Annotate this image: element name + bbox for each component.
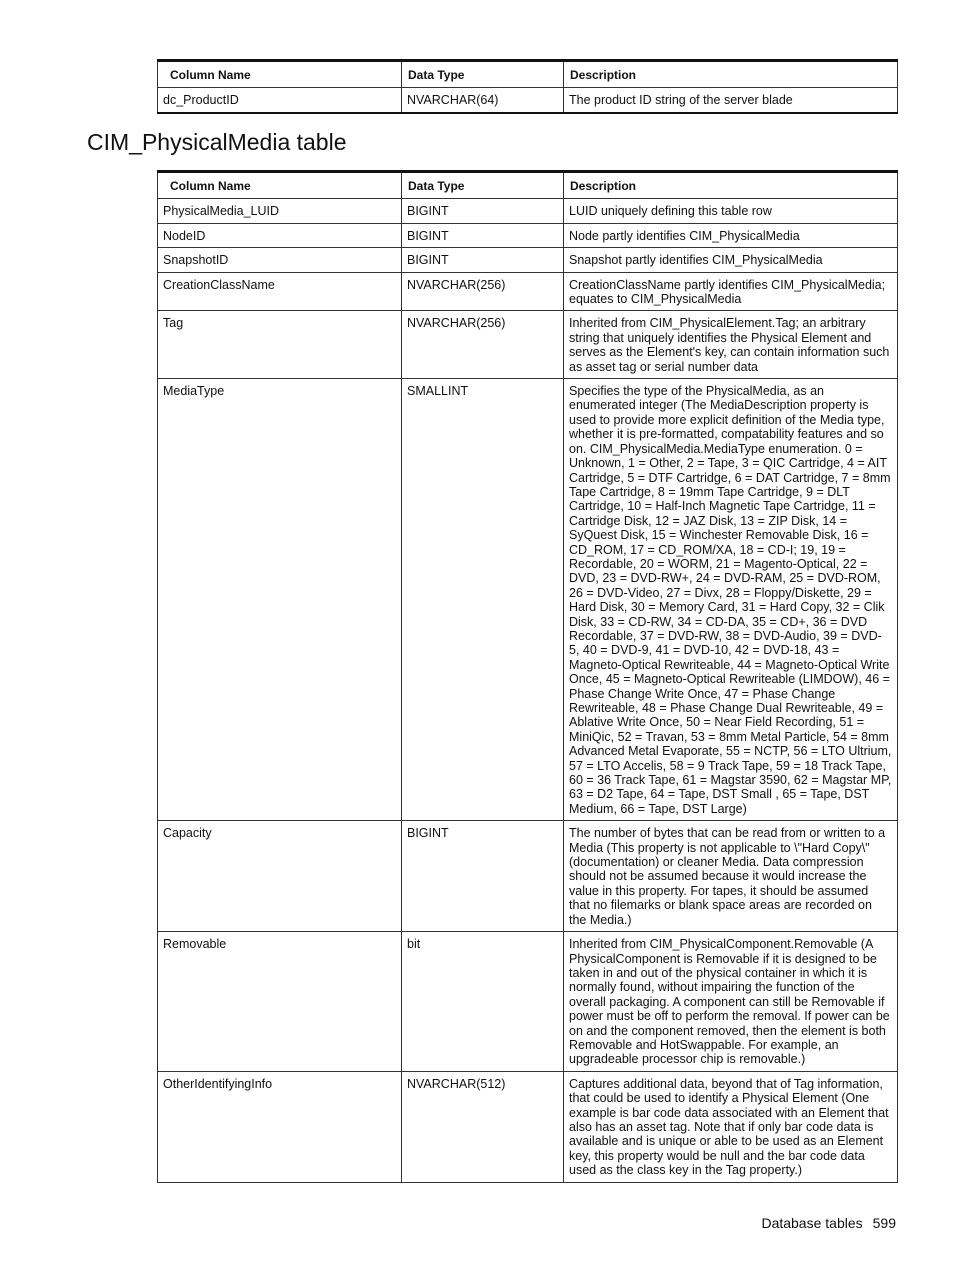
top-table bbox=[157, 59, 898, 114]
column-header: Data Type bbox=[402, 172, 564, 199]
data-type-cell: SMALLINT bbox=[402, 379, 564, 821]
table-row bbox=[158, 248, 898, 272]
table-header-row bbox=[158, 61, 898, 88]
table-row bbox=[158, 88, 898, 113]
column-name-cell: Capacity bbox=[158, 821, 402, 932]
data-type-cell: bit bbox=[402, 932, 564, 1072]
data-type-cell: BIGINT bbox=[402, 223, 564, 247]
page-footer bbox=[761, 1215, 896, 1231]
description-cell: Inherited from CIM_PhysicalElement.Tag; an arbitrary string that uniquely identifies the Physical Element and serves as the Element's key, can contain information such as asset tag or serial number data bbox=[564, 311, 898, 379]
description-cell: The number of bytes that can be read from or written to a Media (This property is not applicable to \"Hard Copy\" (documentation) or cleaner Media. Data compression should not be assumed because it would increase the value in this property. For tapes, it should be assumed that no filemarks or blank space areas are recorded on the Media.) bbox=[564, 821, 898, 932]
description-cell: Captures additional data, beyond that of Tag information, that could be used to identify a Physical Element (One example is bar code data associated with an Element that also has an asset tag. Note that if only bar code data is available and is unique or able to be used as an Element key, this property would be null and the bar code data used as the class key in the Tag property.) bbox=[564, 1071, 898, 1182]
table-row bbox=[158, 379, 898, 821]
data-type-cell: BIGINT bbox=[402, 821, 564, 932]
table-row bbox=[158, 311, 898, 379]
data-type-cell: NVARCHAR(64) bbox=[402, 88, 564, 113]
data-type-cell: BIGINT bbox=[402, 248, 564, 272]
table-row bbox=[158, 223, 898, 247]
column-name-cell: CreationClassName bbox=[158, 272, 402, 311]
column-name-cell: SnapshotID bbox=[158, 248, 402, 272]
section-title: CIM_PhysicalMedia table bbox=[87, 129, 347, 155]
column-name-cell: MediaType bbox=[158, 379, 402, 821]
data-type-cell: NVARCHAR(256) bbox=[402, 311, 564, 379]
table-header-row bbox=[158, 172, 898, 199]
description-cell: Inherited from CIM_PhysicalComponent.Removable (A PhysicalComponent is Removable if it is designed to be taken in and out of the physical container in which it is normally found, without impairing the function of the overall packaging. A component can still be Removable if power must be off to perform the removal. If power can be on and the component removed, then the element is both Removable and HotSwappable. For example, an upgradeable processor chip is removable.) bbox=[564, 932, 898, 1072]
table-row bbox=[158, 821, 898, 932]
data-type-cell: NVARCHAR(512) bbox=[402, 1071, 564, 1182]
footer-section-label: Database tables bbox=[761, 1215, 863, 1231]
description-cell: CreationClassName partly identifies CIM_PhysicalMedia; equates to CIM_PhysicalMedia bbox=[564, 272, 898, 311]
table-row bbox=[158, 199, 898, 223]
description-cell: LUID uniquely defining this table row bbox=[564, 199, 898, 223]
page-number: 599 bbox=[872, 1215, 896, 1231]
column-header: Description bbox=[564, 172, 898, 199]
column-name-cell: Tag bbox=[158, 311, 402, 379]
column-header: Data Type bbox=[402, 61, 564, 88]
description-cell: Node partly identifies CIM_PhysicalMedia bbox=[564, 223, 898, 247]
description-cell: Specifies the type of the PhysicalMedia, as an enumerated integer (The MediaDescription property is used to provide more explicit definition of the Media type, whether it is pre-formatted, compatability features and so on. CIM_PhysicalMedia.MediaType enumeration. 0 = Unknown, 1 = Other, 2 = Tape, 3 = QIC Cartridge, 4 = AIT Cartridge, 5 = DTF Cartridge, 6 = DAT Cartridge, 7 = 8mm Tape Cartridge, 8 = 19mm Tape Cartridge, 9 = DLT Cartridge, 10 = Half-Inch Magnetic Tape Cartridge, 11 = Cartridge Disk, 12 = JAZ Disk, 13 = ZIP Disk, 14 = SyQuest Disk, 15 = Winchester Removable Disk, 16 = CD_ROM, 17 = CD_ROM/XA, 18 = CD-I; 19, 19 = Recordable, 20 = WORM, 21 = Magento-Optical, 22 = DVD, 23 = DVD-RW+, 24 = DVD-RAM, 25 = DVD-ROM, 26 = DVD-Video, 27 = Divx, 28 = Floppy/Diskette, 29 = Hard Disk, 30 = Memory Card, 31 = Hard Copy, 32 = Clik Disk, 33 = CD-RW, 34 = CD-DA, 35 = CD+, 36 = DVD Recordable, 37 = DVD-RW, 38 = DVD-Audio, 39 = DVD-5, 40 = DVD-9, 41 = DVD-10, 42 = DVD-18, 43 = Magneto-Optical Rewriteable, 44 = Magneto-Optical Write Once, 45 = Magneto-Optical Rewriteable (LIMDOW), 46 = Phase Change Write Once, 47 = Phase Change Rewriteable, 48 = Phase Change Dual Rewriteable, 49 = Ablative Write Once, 50 = Near Field Recording, 51 = MiniQic, 52 = Travan, 53 = 8mm Metal Particle, 54 = 8mm Advanced Metal Evaporate, 55 = NCTP, 56 = LTO Ultrium, 57 = LTO Accelis, 58 = 9 Track Tape, 59 = 18 Track Tape, 60 = 36 Track Tape, 61 = Magstar 3590, 62 = Magstar MP, 63 = D2 Tape, 64 = Tape, DST Small , 65 = Tape, DST Medium, 66 = Tape, DST Large) bbox=[564, 379, 898, 821]
physical-media-table bbox=[157, 170, 898, 1183]
description-cell: The product ID string of the server blade bbox=[564, 88, 898, 113]
column-name-cell: dc_ProductID bbox=[158, 88, 402, 113]
column-header: Column Name bbox=[158, 172, 402, 199]
column-name-cell: PhysicalMedia_LUID bbox=[158, 199, 402, 223]
column-name-cell: NodeID bbox=[158, 223, 402, 247]
table-row bbox=[158, 1071, 898, 1182]
column-header: Column Name bbox=[158, 61, 402, 88]
table-row bbox=[158, 272, 898, 311]
data-type-cell: BIGINT bbox=[402, 199, 564, 223]
column-header: Description bbox=[564, 61, 898, 88]
table-row bbox=[158, 932, 898, 1072]
description-cell: Snapshot partly identifies CIM_PhysicalMedia bbox=[564, 248, 898, 272]
data-type-cell: NVARCHAR(256) bbox=[402, 272, 564, 311]
column-name-cell: Removable bbox=[158, 932, 402, 1072]
column-name-cell: OtherIdentifyingInfo bbox=[158, 1071, 402, 1182]
